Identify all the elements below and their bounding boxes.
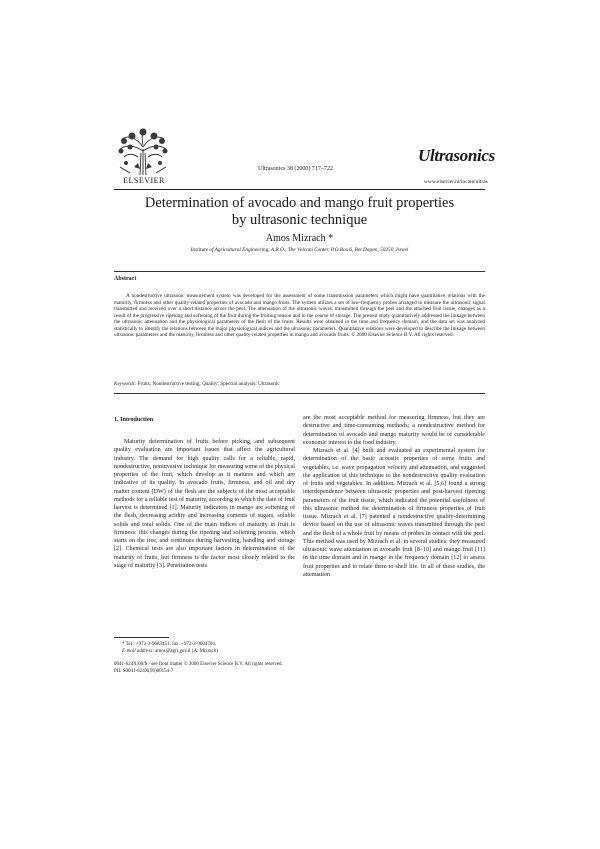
left-column bbox=[114, 438, 295, 570]
keywords-list: Fruits; Nondestructive testing; Quality; Spectral analysis; Ultrasonic bbox=[137, 381, 280, 387]
right-column bbox=[303, 414, 485, 579]
journal-reference: Ultrasonics 38 (2000) 717–722 bbox=[258, 166, 333, 172]
abstract-top-rule bbox=[114, 271, 485, 272]
pii-line: PII: S0041-624X(99)00154-7 bbox=[114, 669, 174, 674]
copyright-line: 0041-624X/00/$ - see front matter © 2000 Elsevier Science B.V. All rights reserved. bbox=[114, 662, 283, 667]
author-affiliation: Institute of Agricultural Engineering, A.R.O., The Volcani Center, P.O.Box 6, Bet Dagan, 50250, Israel bbox=[190, 247, 409, 253]
footnote-email-line bbox=[114, 648, 295, 655]
copyright-block bbox=[114, 661, 283, 675]
abstract-heading: Abstract bbox=[114, 276, 137, 282]
intro-paragraph-1-continued: are the most acceptable method for measuring firmness, but they are destructive and time-consuming methods; a nondestructive method for determination of avocado and mango maturity would be of considerable economic interest to the food industry. bbox=[303, 415, 485, 446]
title-line-1: Determination of avocado and mango fruit properties bbox=[144, 195, 455, 211]
footnote bbox=[114, 641, 295, 655]
abstract-text: A nondestructive ultrasonic measurement system was developed for the assessment of some transmission parameters which might have quantitative relations with the maturity, firmness and other quality-related properties of avocado and mango fruits. The system utilizes a set of low-frequency probes arranged to measure the ultrasonic signal transmitted and received over a short distance across the peel. The attenuation of the ultrasonic waves, transmitted through the peel and the attached fruit tissue, changes as a result of the progressive ripening and softening of the fruit during the fruiting season and in the course of storage. The present study quantitatively addressed the linkage between the ultrasonic attenuation and the physiological parameters of the flesh of the fruits. Results were obtained in the time and frequency domain, and the data set was analyzed statistically to identify the relations between the major physiological indices and the ultrasonic parameters. Quantitative relations were developed to describe the linkage between ultrasonic parameters and the maturity, firmness and other quality-related properties in mango and avocado fruits. © 2000 Elsevier Science B.V. All rights reserved. bbox=[114, 293, 485, 339]
keywords-label: Keywords: bbox=[114, 381, 137, 387]
keywords bbox=[114, 381, 280, 387]
journal-url[interactable]: www.elsevier.nl/locate/ultras bbox=[424, 179, 488, 185]
section-heading-introduction: 1. Introduction bbox=[114, 417, 154, 423]
publisher-name: ELSEVIER bbox=[123, 176, 165, 185]
title-line-2: by ultrasonic technique bbox=[231, 212, 368, 228]
elsevier-tree-logo-icon bbox=[114, 127, 172, 177]
intro-paragraph-2: Mizrach et al. [4] built and evaluated an experimental system for determination of the basic acoustic properties of some fruits and vegetables, i.e. wave propagation velocity and attenuation, and suggested the application of this technique to the nondestructive quality evaluation of fruits and vegetables. In addition, Mizrach et al. [5,6] found a strong interdependence between ultrasonic properties and post-harvest ripening parameters of the fruit tissue, which indicated the potential usefulness of this ultrasonic method for determination of firmness properties of fruit tissue. Mizrach et al. [7] patented a nondestructive quality-determining device based on the use of ultrasonic waves transmitted through the peel and the flesh of a whole fruit by means of probes in contact with the peel. This method was used by Mizrach et al. in several studies: they measured ultrasonic wave attenuation in avocado fruit [8–10] and mango fruit [11] in the time domain and in mango in the frequency domain [12] to assess fruit properties and to relate them to shelf life. In all of these studies, the attenuation bbox=[303, 448, 485, 578]
abstract-bottom-rule bbox=[114, 393, 485, 394]
article-title bbox=[114, 195, 485, 229]
footnote-email[interactable]: amos@agri.gov.il (A. Mizrach) bbox=[155, 649, 218, 654]
author-name: Amos Mizrach * bbox=[265, 233, 334, 244]
footnote-contact: * Tel.: +972-3-9683451; fax: +972-3-9604704. bbox=[122, 642, 217, 647]
header-rule bbox=[114, 189, 485, 190]
footnote-email-label: E-mail address: bbox=[122, 649, 154, 654]
intro-paragraph-1: Maturity determination of fruits before picking, and subsequent quality evaluation are important issues that affect the agricultural industry. The demand for high quality calls for a reliable, rapid, nondestructive, noninvasive technique for measuring some of the physical properties of the fruit, which develop as it matures and which are indicative of its quality. In avocado fruits, firmness, and oil and dry matter content (DW) of the flesh are the subjects of the most acceptable methods for a reliable test of maturity, according to which the date of fruit harvest is determined [1]. Maturity indicators in mango are softening of the flesh, decreasing acidity and increasing contents of sugars, soluble solids and total solids. One of the main indices of maturity in fruit is firmness: this changes during the ripening and softening process, which starts on the tree, and continues during harvesting, handling and storage [2]. Chemical tests are also important factors in determination of the maturity of fruits, but firmness is the factor most closely related to the stage of maturity [3]. Penetration tests bbox=[114, 439, 295, 569]
footnote-rule bbox=[114, 637, 169, 638]
journal-title: Ultrasonics bbox=[418, 146, 495, 165]
